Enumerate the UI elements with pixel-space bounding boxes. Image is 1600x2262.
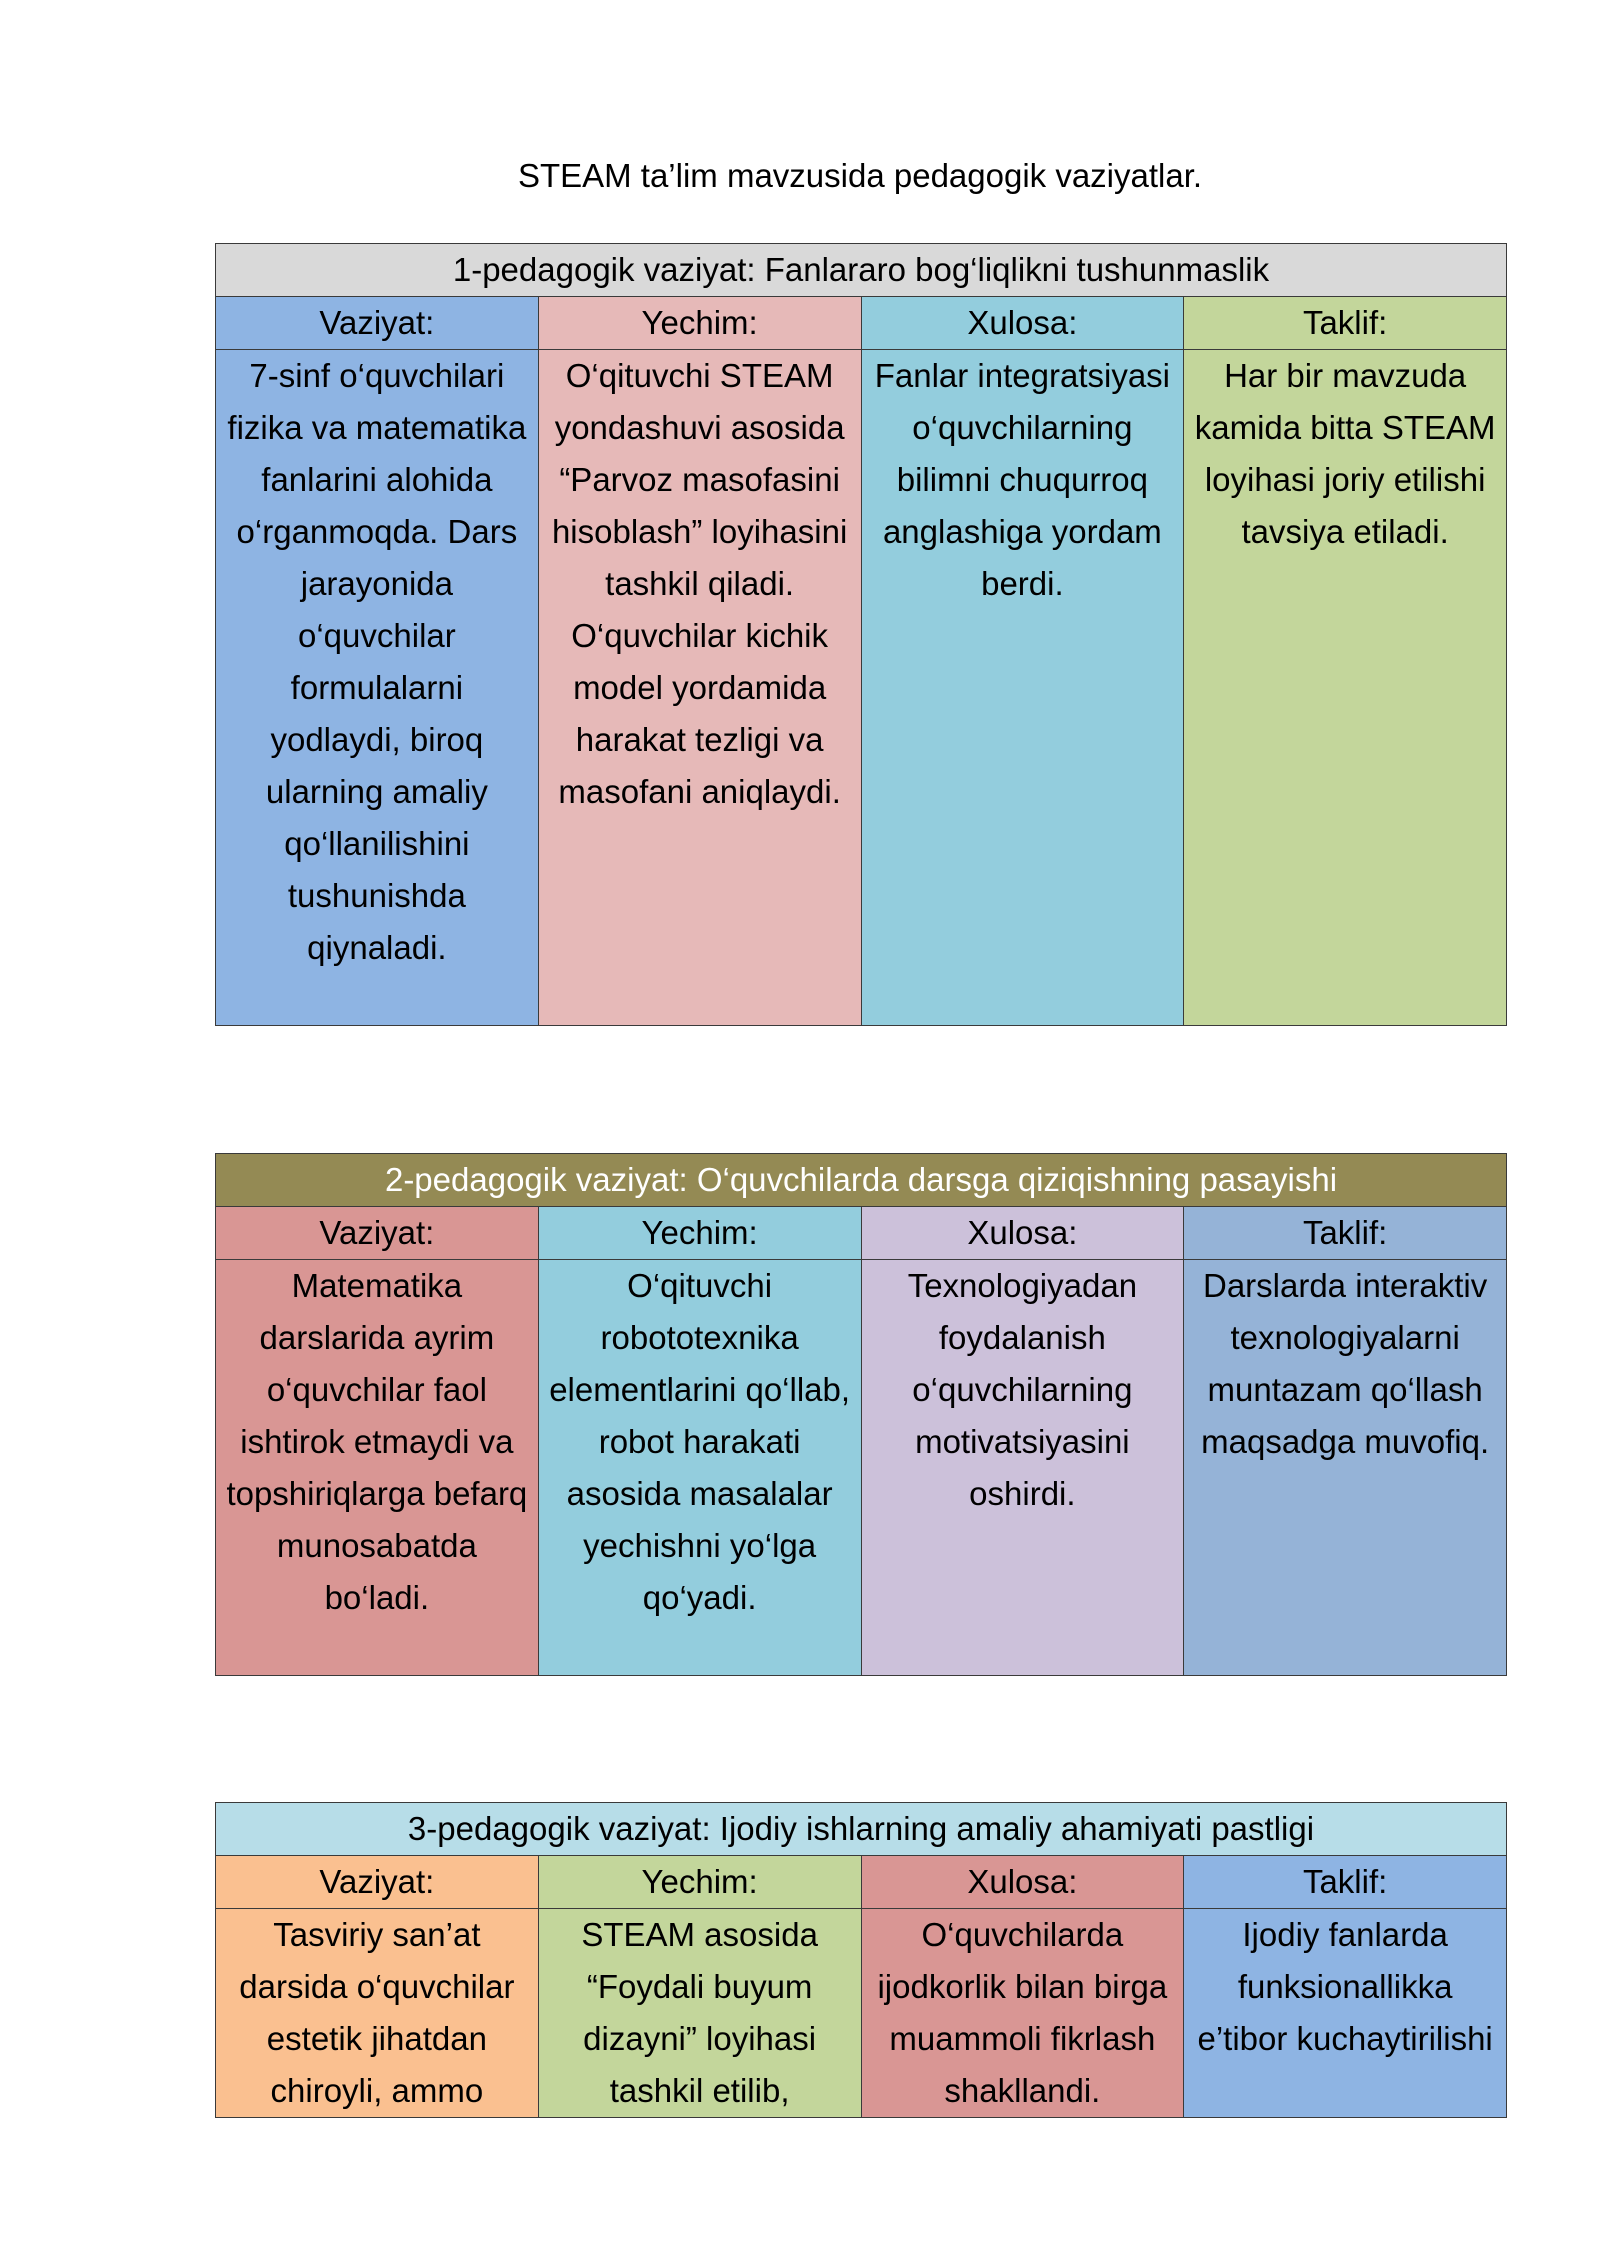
conclusion-text: O‘quvchilarda ijodkorlik bilan birga muammoli fikrlash shakllandi. xyxy=(861,1909,1184,2118)
situation-text: 7-sinf o‘quvchilari fizika va matematika fanlarini alohida o‘rganmoqda. Dars jarayonida o‘quvchilar formulalarni yodlaydi, biroq ularning amaliy qo‘llanilishini tushunishda qiynaladi. xyxy=(216,350,539,1026)
header-situation: Vaziyat: xyxy=(216,1207,539,1260)
situation-table-3 xyxy=(215,1802,1507,2118)
situation-text: Matematika darslarida ayrim o‘quvchilar faol ishtirok etmaydi va topshiriqlarga befarq munosabatda bo‘ladi. xyxy=(216,1260,539,1676)
header-proposal: Taklif: xyxy=(1184,1856,1507,1909)
situation-text: Tasviriy san’at darsida o‘quvchilar estetik jihatdan chiroyli, ammo xyxy=(216,1909,539,2118)
header-solution: Yechim: xyxy=(538,1856,861,1909)
header-situation: Vaziyat: xyxy=(216,1856,539,1909)
header-conclusion: Xulosa: xyxy=(861,297,1184,350)
header-solution: Yechim: xyxy=(538,1207,861,1260)
proposal-text: Ijodiy fanlarda funksionallikka e’tibor kuchaytirilishi xyxy=(1184,1909,1507,2118)
conclusion-text: Fanlar integratsiyasi o‘quvchilarning bilimni chuqurroq anglashiga yordam berdi. xyxy=(861,350,1184,1026)
situation-table-1 xyxy=(215,243,1507,1026)
table-title: 2-pedagogik vaziyat: O‘quvchilarda darsga qiziqishning pasayishi xyxy=(216,1154,1507,1207)
conclusion-text: Texnologiyadan foydalanish o‘quvchilarning motivatsiyasini oshirdi. xyxy=(861,1260,1184,1676)
solution-text: O‘qituvchi robototexnika elementlarini qo‘llab, robot harakati asosida masalalar yechishni yo‘lga qo‘yadi. xyxy=(538,1260,861,1676)
proposal-text: Har bir mavzuda kamida bitta STEAM loyihasi joriy etilishi tavsiya etiladi. xyxy=(1184,350,1507,1026)
header-situation: Vaziyat: xyxy=(216,297,539,350)
solution-text: STEAM asosida “Foydali buyum dizayni” loyihasi tashkil etilib, xyxy=(538,1909,861,2118)
table-title: 1-pedagogik vaziyat: Fanlararo bog‘liqlikni tushunmaslik xyxy=(216,244,1507,297)
table-title: 3-pedagogik vaziyat: Ijodiy ishlarning amaliy ahamiyati pastligi xyxy=(216,1803,1507,1856)
header-proposal: Taklif: xyxy=(1184,1207,1507,1260)
header-proposal: Taklif: xyxy=(1184,297,1507,350)
header-conclusion: Xulosa: xyxy=(861,1856,1184,1909)
document-title: STEAM ta’lim mavzusida pedagogik vaziyatlar. xyxy=(517,157,1203,194)
header-conclusion: Xulosa: xyxy=(861,1207,1184,1260)
situation-table-2 xyxy=(215,1153,1507,1676)
header-solution: Yechim: xyxy=(538,297,861,350)
proposal-text: Darslarda interaktiv texnologiyalarni muntazam qo‘llash maqsadga muvofiq. xyxy=(1184,1260,1507,1676)
solution-text: O‘qituvchi STEAM yondashuvi asosida “Parvoz masofasini hisoblash” loyihasini tashkil qiladi. O‘quvchilar kichik model yordamida harakat tezligi va masofani aniqlaydi. xyxy=(538,350,861,1026)
